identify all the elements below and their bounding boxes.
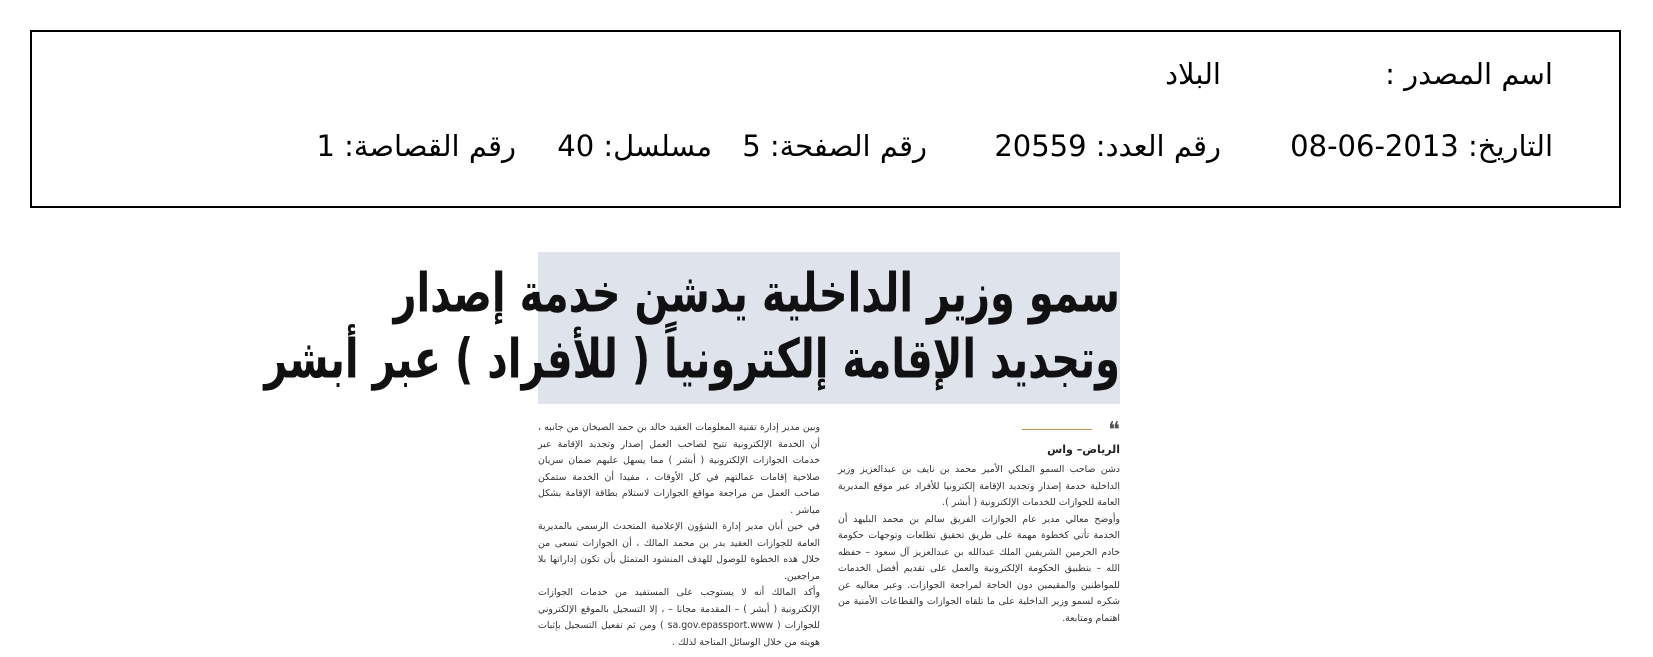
newspaper-clipping — [264, 252, 1120, 648]
article-paragraph: في حين أبان مدير إدارة الشؤون الإعلامية المتحدث الرسمي بالمديرية العامة للجوازات العقيد بدر بن محمد المالك ، أن الجوازات تسعى من خلال هذه الخطوة للوصول للهدف المنشود المتمثل بأن تكون إداراتها بلا مراجعين. — [538, 521, 820, 582]
headline-line-2: وتجديد الإقامة إلكترونياً ( للأفراد ) عبر أبشر — [264, 328, 1120, 392]
article-text: وأكد المالك أنه لا يستوجب على المستفيد من خدمات الجوازات الإلكترونية ( أبشر ) – المقدمة مجانا – ، إلا التسجيل بالموقع الإلكتروني للجوازات ( — [538, 587, 820, 631]
website-url: sa.gov.epassport.www — [667, 620, 774, 631]
clipping-number-field: رقم القصاصة: 1 — [316, 129, 516, 163]
page-number-field: رقم الصفحة: 5 — [742, 129, 927, 163]
headline-line-1: سمو وزير الداخلية يدشن خدمة إصدار — [393, 262, 1120, 326]
issue-number-field: رقم العدد: 20559 — [994, 129, 1221, 163]
date-field: التاريخ: 2013-06-08 — [1290, 129, 1553, 163]
article-column-left — [538, 420, 820, 651]
article-paragraph: وأوضح معالي مدير عام الجوازات الفريق سالم بن محمد البليهد أن الخدمة تأتي كخطوة مهمة على طريق تحقيق تطلعات وتوجهات حكومة خادم الحرمين الشريفين الملك عبدالله بن عبدالعزيز آل سعود – حفظه الله – بتطبيق الحكومة الإلكترونية والعمل على تقديم أفضل الخدمات للمواطنين والمقيمين دون الحاجة لمراجعة الجوازات. وعبر معاليه عن شكره لسمو وزير الداخلية على ما تلقاه الجوازات والقطاعات الأمنية من اهتمام ومتابعة. — [838, 513, 1120, 624]
article-paragraph — [538, 585, 820, 651]
article-column-right — [838, 462, 1120, 627]
article-dateline: الرياض– واس — [1047, 443, 1120, 456]
source-label: اسم المصدر : — [1385, 57, 1553, 91]
source-value: البلاد — [1165, 57, 1221, 91]
article-paragraph: دشن صاحب السمو الملكي الأمير محمد بن نايف بن عبدالعزيز وزير الداخلية خدمة إصدار وتجديد الإقامة إلكترونيا للأفراد عبر موقع المديرية العامة للجوازات للخدمات الإلكترونية ( أبشر ). — [838, 464, 1120, 508]
article-text: ) ومن ثم تفعيل التسجيل بإثبات هويته من خلال الوسائل المتاحة لذلك . — [538, 620, 820, 648]
clipping-metadata-box — [30, 30, 1621, 208]
article-paragraph: وبين مدير إدارة تقنية المعلومات العقيد خالد بن حمد الصيخان من جانبه ، أن الخدمة الإلكترونية تتيح لصاحب العمل إصدار وتجديد الإقامة عبر خدمات الجوازات الإلكترونية ( أبشر ) مما يسهل عليهم ضمان سريان صلاحية إقامات عمالتهم في كل الأوقات ، مفيدا أن الخدمة ستمكن صاحب العمل من مراجعة مواقع الجوازات لاستلام بطاقة الإقامة بشكل مباشر . — [538, 422, 820, 516]
headline-band — [264, 252, 1120, 404]
quote-divider — [1022, 429, 1092, 430]
serial-number-field: مسلسل: 40 — [557, 129, 712, 163]
quote-mark-icon: ❝ — [1108, 418, 1120, 443]
